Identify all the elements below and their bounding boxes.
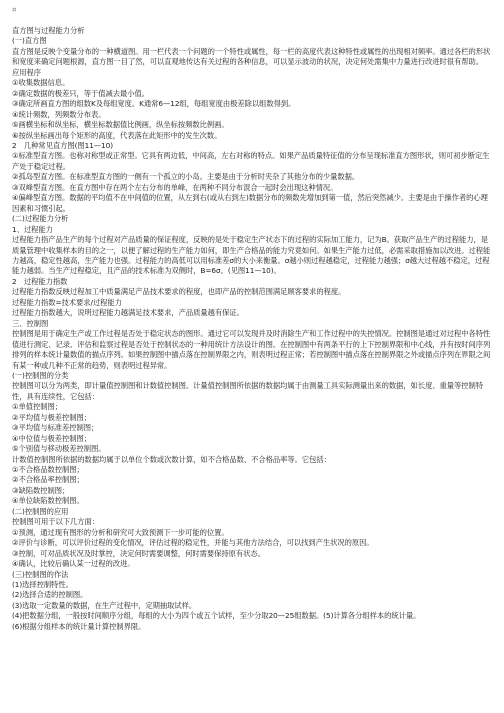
text-line: ②确定数据的极差只，等于值减去最小值。 [12, 88, 149, 98]
text-line: ①标准型直方图。也称对称型或正常型。它具有两边低，中间高，左右对称的特点。如果产品质量特征值的分布呈现标准直方图形状，则可初步断定生产处于稳定过程。 [12, 151, 490, 171]
text-line: ⑤画横坐标和纵坐标，横坐标数据值比例画，纵坐标按频数比例画。 [12, 120, 229, 130]
text-line: ①不合格品数控制图； [12, 465, 84, 475]
text-line: ①单值控制图； [12, 402, 62, 412]
text-line: 1、过程能力 [12, 224, 53, 234]
text-line: ②不合格品率控制图； [12, 475, 84, 485]
text-line: ⑥按纵坐标画出每个矩形的高度，代表落在此矩形中的发生次数。 [12, 130, 222, 140]
text-line: (3)选取一定数量的数据，在生产过程中，定期抽取试样。 [12, 600, 197, 610]
text-line: (二)过程能力分析 [12, 214, 69, 224]
text-line: (1)选择控制特性。 [12, 580, 73, 590]
text-line: 计数值控制图所依据的数据均属于以单位个数或次数计算，如不合格品数、不合格品率等。它包括： [12, 454, 331, 464]
text-line: ①预测，通过现有图形的分析和研究可大致预测下一步可能的位置。 [12, 527, 229, 537]
text-line: ②孤岛型直方图。在标准型直方图的一侧有一个孤立的小岛。主要是由于分析时夹杂了其他分布的少量数据。 [12, 172, 360, 182]
text-line: (一)控制图的分类 [12, 370, 69, 380]
text-line: (二)控制图的应用 [12, 506, 69, 516]
text-line: ①收集数据信息。 [12, 78, 70, 88]
text-line: (6)根据分组样本的统计量计算控制界限。 [12, 621, 146, 631]
text-line: 过程能力指数=技术要求/过程能力 [12, 297, 122, 307]
text-line: ②平均值与极差控制图； [12, 412, 91, 422]
text-line: (三)控制图的作法 [12, 569, 69, 579]
text-line: 直方图是反映个变量分布的一种横道图。用一栏代表一个问题的一个特性或属性，每一栏的高度代表这种特性或属性的出现相对频率。通过各栏的形状和宽度来确定问题根源，直方图一目了然，可以直观地传达有关过程的各种信息，可以显示波动的状况，决定何处需集中力量进行改进时很有帮助。 [12, 46, 491, 67]
text-line: 应用程序 [12, 67, 41, 77]
text-line: ③控制，可对品质状况及时掌控，决定何时需要调整，何时需要保持原有状态。 [12, 548, 265, 558]
text-line: ④统计频数，列频数分布表。 [12, 109, 106, 119]
text-line: ④中位值与极差控制图； [12, 433, 91, 443]
text-line: (2)选择合适的控制图。 [12, 590, 88, 600]
text-line: 直方图与过程能力分析 [12, 26, 85, 35]
text-line: 过程能力指产品生产的每个过程对产品质量的保证程度，反映的是处于稳定生产状态下的过程的实际加工能力，记为B。获取产品生产的过程能力，是质量管理中收集样本的目的之一，以便了解过程的生产能力如何，即生产合格品的能力究竟如何。如果生产能力过低，必需采取措施加以改进。过程能力越高，稳定性越高，生产能力也强。过程能力的高低可以用标准差σ的大小来衡量。σ越小则过程越稳定，过程能力越强；σ越大过程越不稳定，过程能力越弱。当生产过程稳定，且产品的技术标准为双侧时，B=6σ。(见图11—10)。 [12, 235, 491, 276]
text-line: (4)把数据分组，一般按时间顺序分组，每组的大小为四个或五个试样，至少分取20—25组数据。(5)计算各分组样本的统计量。 [12, 611, 421, 621]
text-line: ②评价与诊断，可以评价过程的变化情况，评估过程的稳定性，并能与其他方法结合，可以找到产生状况的原因。 [12, 538, 374, 548]
text-line: 三、控制图 [12, 318, 49, 328]
text-line: 控制图可以分为两类，即计量值控制图和计数值控制图。计量值控制图所依据的数据均属于由测量工具实际测量出来的数据，如长度、重量等控制特性，具有连续性，它包括： [12, 381, 484, 401]
top-marker: ¤ [12, 6, 17, 14]
text-line: ③双峰型直方图。在直方图中存在两个左右分布的单峰，在两种不同分布混合一起时会出现这种情况。 [12, 182, 338, 192]
text-line: 2 几种常见直方图(图11—10) [12, 140, 114, 150]
text-line: 过程能力指数越大，说明过程能力越满足技术要求，产品质量越有保证。 [12, 308, 244, 318]
text-line: 2 过程能力指数 [12, 276, 68, 286]
text-line: ④确认，比较后确认某一过程的改进。 [12, 559, 135, 569]
text-line: ④偏峰型直方图。数据的平均值不在中间值的位置，从左到右(或从右到左)数据分布的频数先增加到第一值，然后突然减少。主要是由于操作者的心理因素和习惯引起。 [12, 193, 488, 213]
text-line: ③缺陷数控制图； [12, 485, 70, 495]
text-line: ⑤个别值与移动极差控制图。 [12, 444, 106, 454]
text-line: 控制图可用于以下几方面： [12, 517, 99, 527]
document-body [12, 26, 492, 632]
text-line: ③平均值与标准差控制图； [12, 423, 99, 433]
text-line: 控制图是用于确定生产或工作过程是否处于稳定状态的图形。通过它可以发现并及时消除生产和工作过程中的失控情况。控制图是通过对过程中各特性值进行测定、记录、评估和监察过程是否处于控制状态的一种用统计方法设计的图。在控制图中有两条平行的上下控制界限和中心线，并有按时间序列排列的样本统计量数值的描点序列。如果控制图中描点落在控制界限之内，则表明过程正常；若控制图中描点落在控制界限之外或描点序列在界限之间有某一种或几种不正常的趋势，则表明过程异常。 [12, 329, 491, 370]
text-line: ③确定所画直方图的组数K及每组宽度。K通常6—12组，每组宽度由极差除以组数得到。 [12, 99, 296, 109]
text-line: ④单位缺陷数控制图。 [12, 496, 84, 506]
text-line: (一)直方图 [12, 36, 47, 46]
text-line: 过程能力指数反映过程加工中质量满足产品技术要求的程度，也即产品的控制范围满足顾客要求的程度。 [12, 287, 346, 297]
